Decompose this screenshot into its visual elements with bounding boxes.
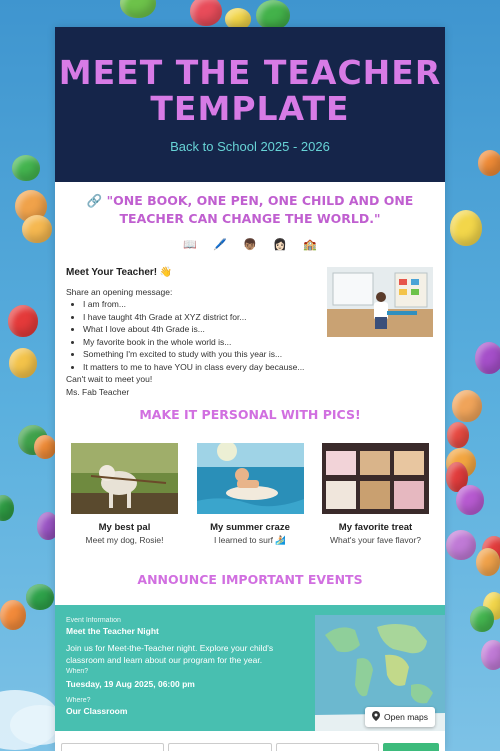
teacher-heading: Meet Your Teacher! 👋 — [66, 267, 173, 278]
teacher-signature: Ms. Fab Teacher — [66, 386, 130, 397]
quote-block — [55, 182, 445, 228]
dog-photo[interactable] — [71, 443, 178, 514]
pic-card-surf[interactable] — [197, 443, 304, 546]
list-item: • I have taught 4th Grade at XYZ district for... — [83, 311, 321, 324]
teacher-closing: Can't wait to meet you! — [66, 374, 153, 384]
event-when-value: Tuesday, 19 Aug 2025, 06:00 pm — [66, 679, 195, 689]
teacher-message — [66, 267, 321, 398]
event-map[interactable] — [315, 615, 445, 731]
meet-teacher-section — [55, 267, 445, 407]
teacher-bullet-list — [66, 298, 321, 373]
teacher-photo[interactable] — [327, 267, 433, 337]
surf-photo[interactable] — [197, 443, 304, 514]
pic-caption: I learned to surf 🏄🏻 — [213, 535, 286, 545]
form-field[interactable] — [168, 743, 271, 751]
school-icon: 🏫 — [303, 239, 317, 251]
event-details — [66, 617, 306, 716]
page-title: MEET THE TEACHER TEMPLATE — [58, 53, 442, 128]
event-where-value: Our Classroom — [66, 706, 128, 716]
form-field[interactable] — [61, 743, 164, 751]
pen-icon: 🖊️ — [213, 239, 227, 251]
list-item: • Something I'm excited to study with you this year is... — [83, 348, 321, 361]
event-label: Event Information — [66, 617, 121, 624]
form-field[interactable] — [276, 743, 379, 751]
pic-card-treat[interactable] — [322, 443, 429, 546]
event-when-label: When? — [66, 668, 89, 675]
pic-title: My favorite treat — [338, 522, 413, 533]
rsvp-form-row — [55, 743, 445, 751]
pics-gallery — [55, 443, 445, 546]
list-item: • It matters to me to have YOU in class every day because... — [83, 361, 321, 374]
open-maps-label: Open maps — [384, 712, 428, 722]
pic-card-dog[interactable] — [71, 443, 178, 546]
map-pin-icon — [372, 711, 380, 723]
event-name: Meet the Teacher Night — [66, 626, 159, 636]
teacher-intro: Share an opening message: — [66, 286, 173, 297]
list-item: • My favorite book in the whole world is... — [83, 336, 321, 349]
pics-section-title: MAKE IT PERSONAL WITH PICS! — [139, 407, 361, 422]
event-description: Join us for Meet-the-Teacher night. Explore your child's classroom and learn about our program for the year. — [66, 643, 274, 665]
link-icon: 🔗 — [86, 193, 103, 208]
child-icon: 👦🏽 — [243, 239, 257, 251]
open-maps-button[interactable] — [365, 707, 435, 727]
pic-caption: What's your fave flavor? — [330, 535, 421, 545]
emoji-row — [55, 238, 445, 251]
newsletter-card — [55, 27, 445, 751]
pic-title: My summer craze — [210, 522, 290, 533]
pic-title: My best pal — [98, 522, 151, 533]
event-card — [55, 605, 445, 731]
submit-button[interactable] — [383, 743, 439, 751]
quote-text: "ONE BOOK, ONE PEN, ONE CHILD AND ONE TEACHER CAN CHANGE THE WORLD." — [106, 193, 414, 226]
treat-photo[interactable] — [322, 443, 429, 514]
list-item: • I am from... — [83, 298, 321, 311]
events-section-title: ANNOUNCE IMPORTANT EVENTS — [137, 572, 363, 587]
list-item: • What I love about 4th Grade is... — [83, 323, 321, 336]
teacher-icon: 👩🏻 — [273, 239, 287, 251]
page-subtitle: Back to School 2025 - 2026 — [170, 139, 330, 154]
event-where-label: Where? — [66, 697, 91, 704]
book-icon: 📖 — [183, 239, 197, 251]
hero-banner — [55, 27, 445, 182]
pic-caption: Meet my dog, Rosie! — [85, 535, 164, 545]
